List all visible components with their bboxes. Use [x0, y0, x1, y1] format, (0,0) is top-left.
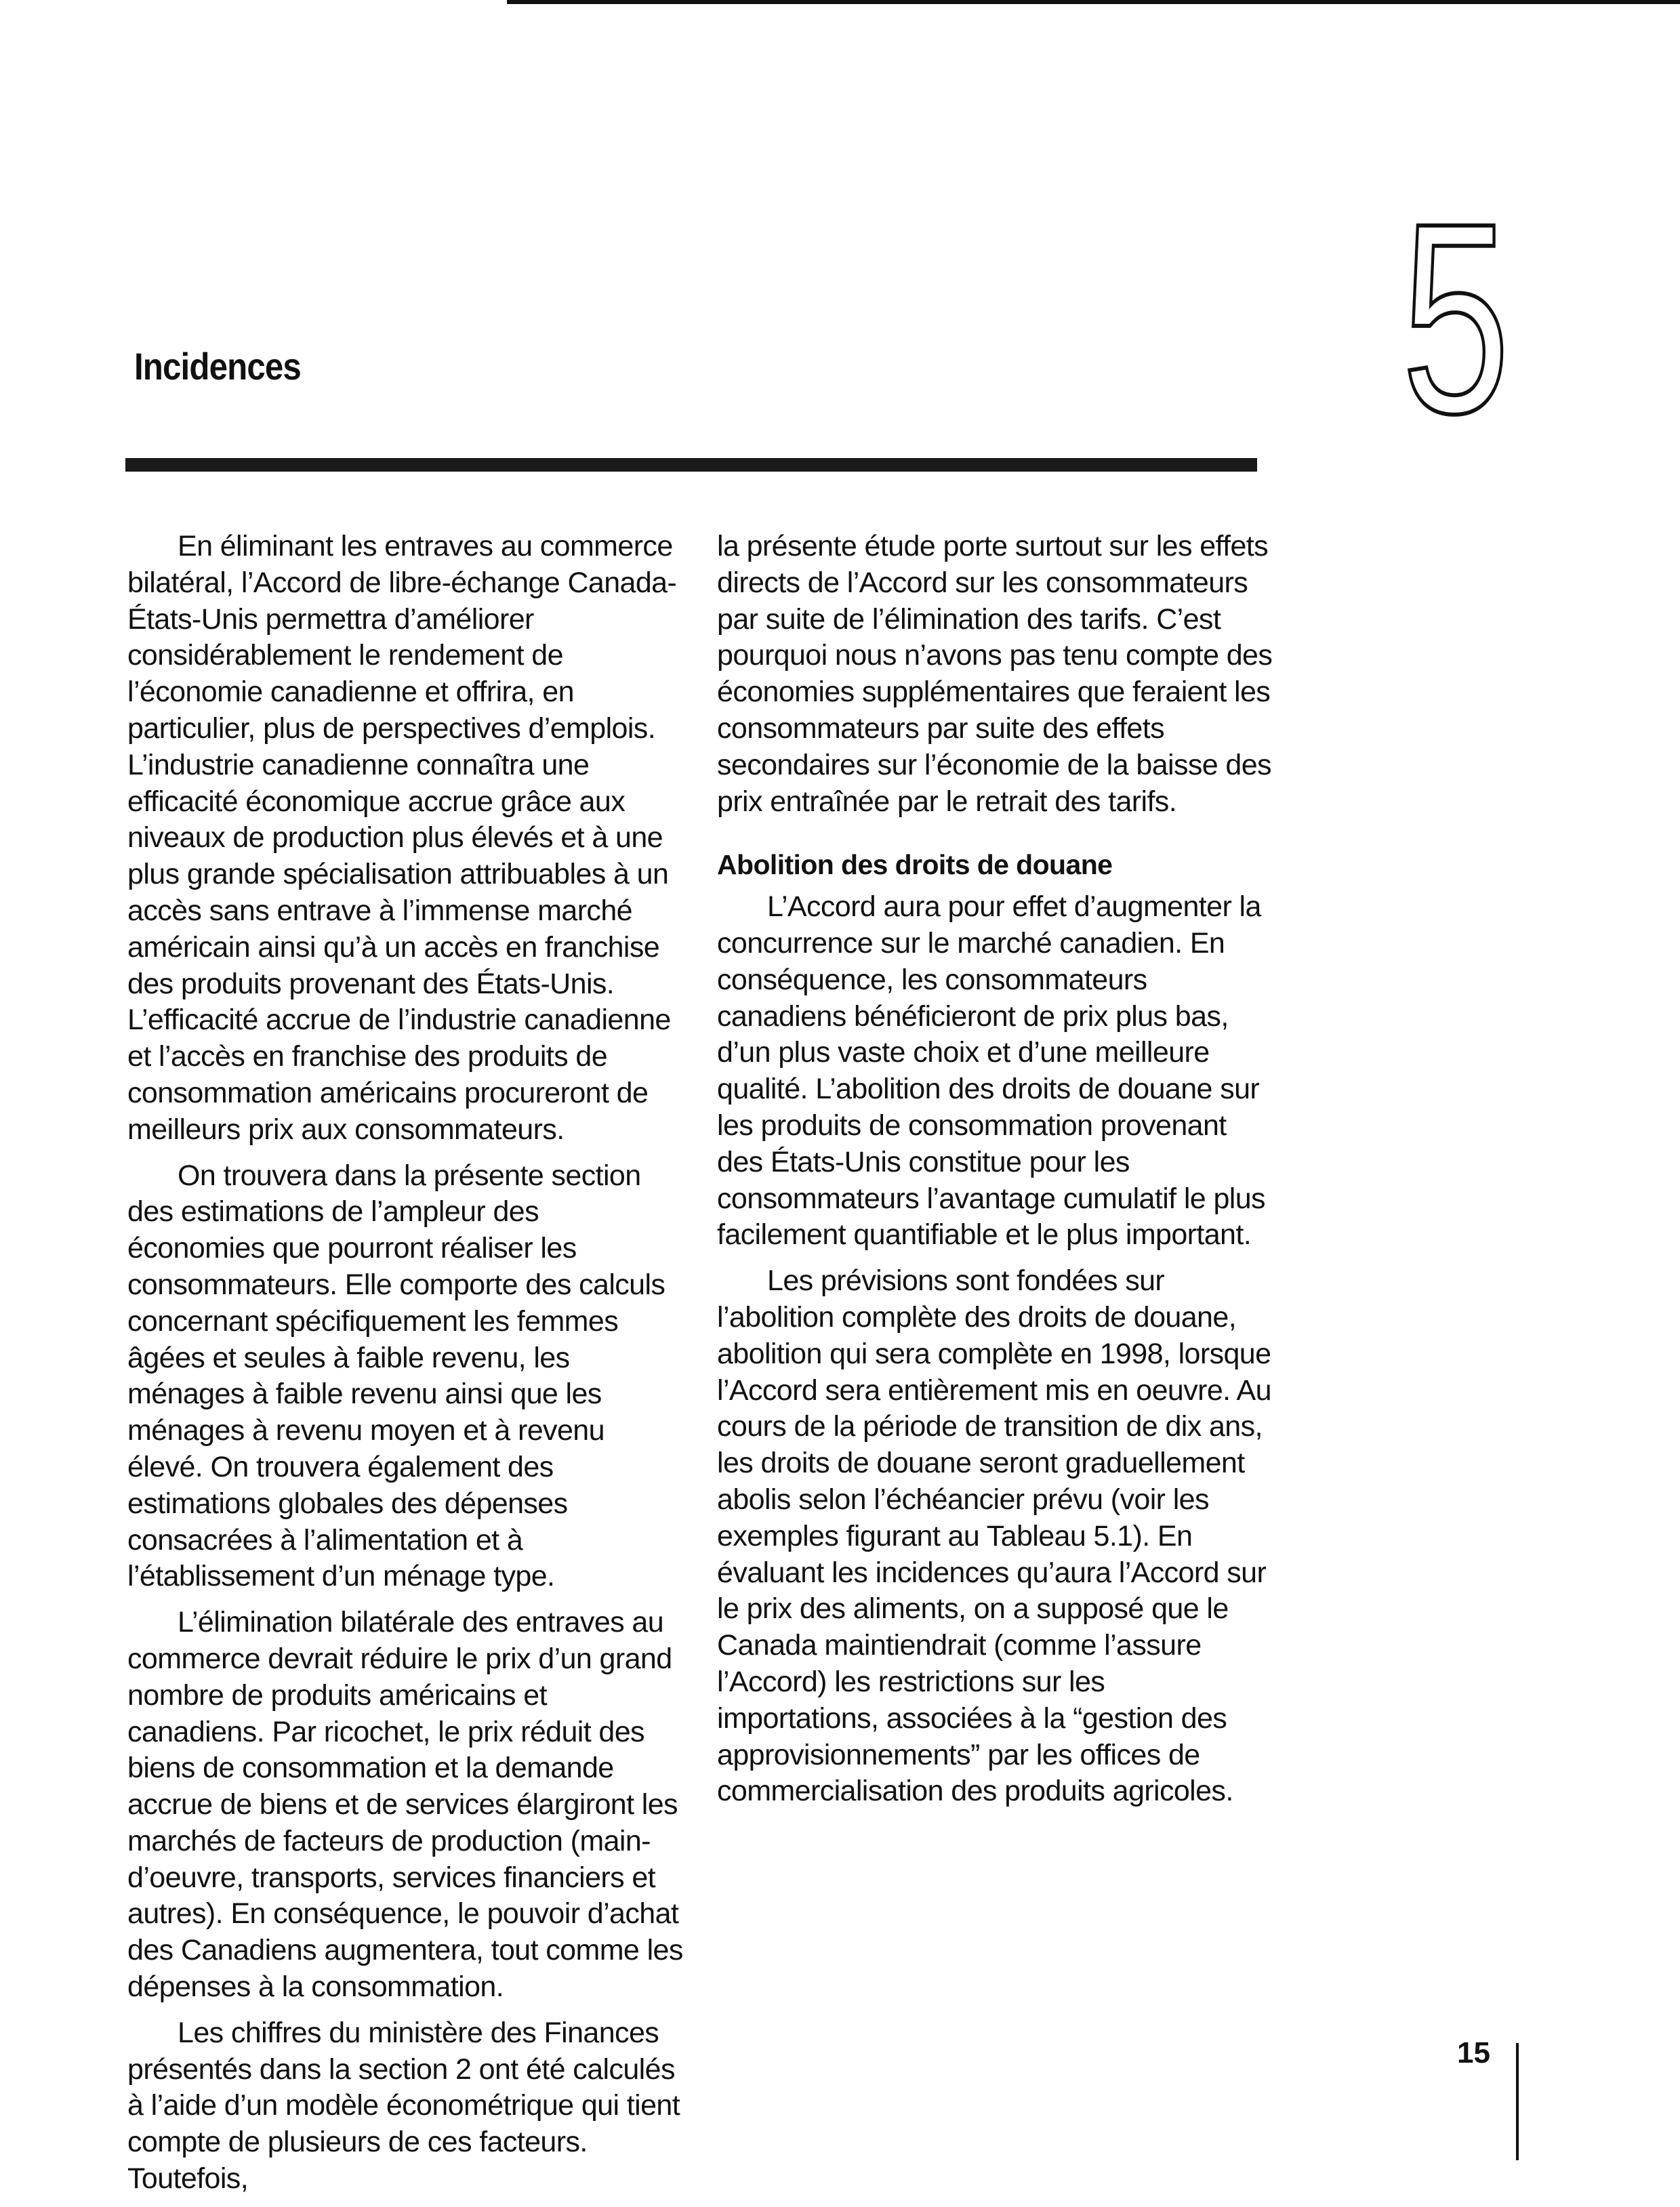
top-rule — [507, 0, 1680, 4]
paragraph: L’élimination bilatérale des entraves au commerce devrait réduire le prix d’un grand nombre de produits américains et canadiens. Par ricochet, le prix réduit des biens de consommation et la demande accrue de biens et de services élargiront les marchés de facteurs de production (main-d’oeuvre, transports, services financiers et autres). En conséquence, le pouvoir d’achat des Canadiens augmentera, tout comme les dépenses à la consommation. — [127, 1606, 683, 2004]
title-rule — [125, 458, 1257, 472]
paragraph: En éliminant les entraves au commerce bilatéral, l’Accord de libre-échange Canada-États-Unis permettra d’améliorer considérablement le rendement de l’économie canadienne et offrira, en particulier, plus de perspectives d’emplois. L’industrie canadienne connaîtra une efficacité économique accrue grâce aux niveaux de production plus élevés et à une plus grande spécialisation attribuables à un accès sans entrave à l’immense marché américain ainsi qu’à un accès en franchise des produits provenant des États-Unis. L’efficacité accrue de l’industrie canadienne et l’accès en franchise des produits de consommation américains procureront de meilleurs prix aux consommateurs. — [127, 530, 677, 1146]
chapter-title: Incidences — [134, 345, 301, 388]
page-number: 15 — [1457, 2036, 1490, 2069]
section-heading: Abolition des droits de douane — [717, 849, 1113, 881]
left-column — [127, 529, 683, 2207]
right-column — [717, 529, 1273, 1819]
margin-rule — [1516, 2043, 1519, 2160]
paragraph: On trouvera dans la présente section des estimations de l’ampleur des économies que pourront réaliser les consommateurs. Elle comporte des calculs concernant spécifiquement les femmes âgées et seules à faible revenu, les ménages à faible revenu ainsi que les ménages à revenu moyen et à revenu élevé. On trouvera également des estimations globales des dépenses consacrées à l’alimentation et à l’établissement d’un ménage type. — [127, 1159, 665, 1593]
paragraph: Les prévisions sont fondées sur l’abolition complète des droits de douane, abolition qui sera complète en 1998, lorsque l’Accord sera entièrement mis en oeuvre. Au cours de la période de transition de dix ans, les droits de douane seront graduellement abolis selon l’échéancier prévu (voir les exemples figurant au Tableau 5.1). En évaluant les incidences qu’aura l’Accord sur le prix des aliments, on a supposé que le Canada maintiendrait (comme l’assure l’Accord) les restrictions sur les importations, associées à la “gestion des approvisionnements” par les offices de commercialisation des produits agricoles. — [717, 1264, 1271, 1808]
paragraph: Les chiffres du ministère des Finances présentés dans la section 2 ont été calculés à l’aide d’un modèle économétrique qui tient compte de plusieurs de ces facteurs. Toutefois, — [127, 2016, 680, 2195]
chapter-number: 5 — [1401, 167, 1511, 470]
paragraph-continuation: la présente étude porte surtout sur les effets directs de l’Accord sur les consommateurs par suite de l’élimination des tarifs. C’est pourquoi nous n’avons pas tenu compte des économies supplémentaires que feraient les consommateurs par suite des effets secondaires sur l’économie de la baisse des prix entraînée par le retrait des tarifs. — [717, 530, 1273, 818]
paragraph: L’Accord aura pour effet d’augmenter la concurrence sur le marché canadien. En conséquence, les consommateurs canadiens bénéficieront de prix plus bas, d’un plus vaste choix et d’une meilleure qualité. L’abolition des droits de douane sur les produits de consommation provenant des États-Unis constitue pour les consommateurs l’avantage cumulatif le plus facilement quantifiable et le plus important. — [717, 890, 1265, 1252]
